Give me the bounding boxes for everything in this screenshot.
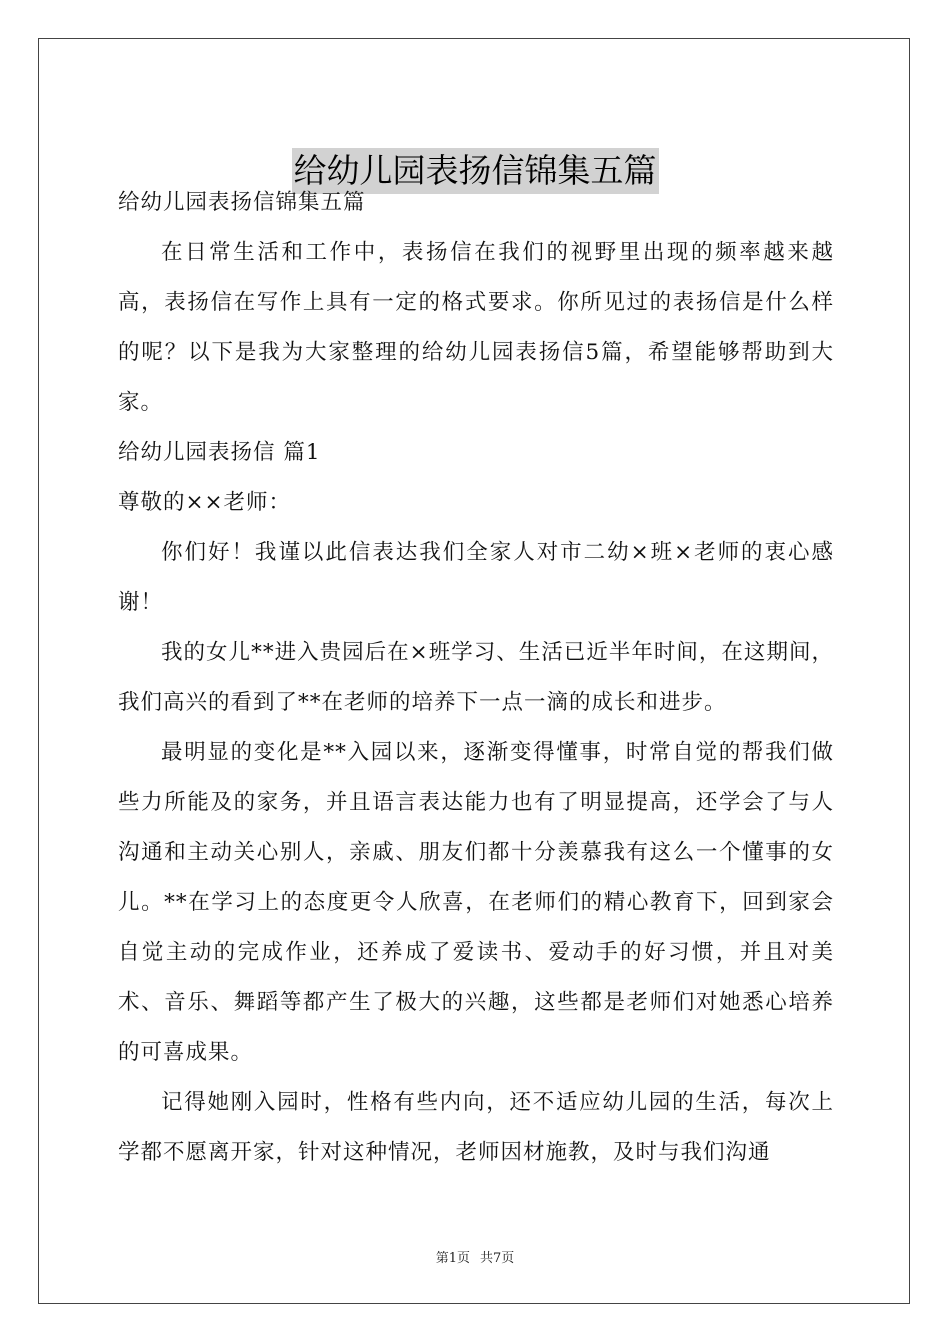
section-heading: 给幼儿园表扬信 篇1 xyxy=(118,440,321,465)
page-footer xyxy=(0,1247,950,1266)
document-body xyxy=(118,178,834,1178)
paragraph: 我的女儿**进入贵园后在×班学习、生活已近半年时间，在这期间，我们高兴的看到了**在老师的培养下一点一滴的成长和进步。 xyxy=(118,640,834,715)
page-total: 共7页 xyxy=(480,1251,515,1266)
document-title: 给幼儿园表扬信锦集五篇 xyxy=(292,148,659,194)
page-number: 第1页 xyxy=(435,1251,470,1266)
paragraph: 最明显的变化是**入园以来，逐渐变得懂事，时常自觉的帮我们做些力所能及的家务，并且语言表达能力也有了明显提高，还学会了与人沟通和主动关心别人，亲戚、朋友们都十分羡慕我有这么一个懂事的女儿。**在学习上的态度更令人欣喜，在老师们的精心教育下，回到家会自觉主动的完成作业，还养成了爱读书、爱动手的好习惯，并且对美术、音乐、舞蹈等都产生了极大的兴趣，这些都是老师们对她悉心培养的可喜成果。 xyxy=(118,740,834,1065)
paragraph: 给幼儿园表扬信锦集五篇 xyxy=(118,190,366,215)
paragraph: 记得她刚入园时，性格有些内向，还不适应幼儿园的生活，每次上学都不愿离开家，针对这种情况，老师因材施教，及时与我们沟通 xyxy=(118,1090,834,1165)
paragraph: 在日常生活和工作中，表扬信在我们的视野里出现的频率越来越高，表扬信在写作上具有一定的格式要求。你所见过的表扬信是什么样的呢？以下是我为大家整理的给幼儿园表扬信5篇，希望能够帮助到大家。 xyxy=(118,240,834,415)
paragraph: 你们好！我谨以此信表达我们全家人对市二幼×班×老师的衷心感谢！ xyxy=(118,540,834,615)
salutation: 尊敬的××老师： xyxy=(118,490,292,515)
